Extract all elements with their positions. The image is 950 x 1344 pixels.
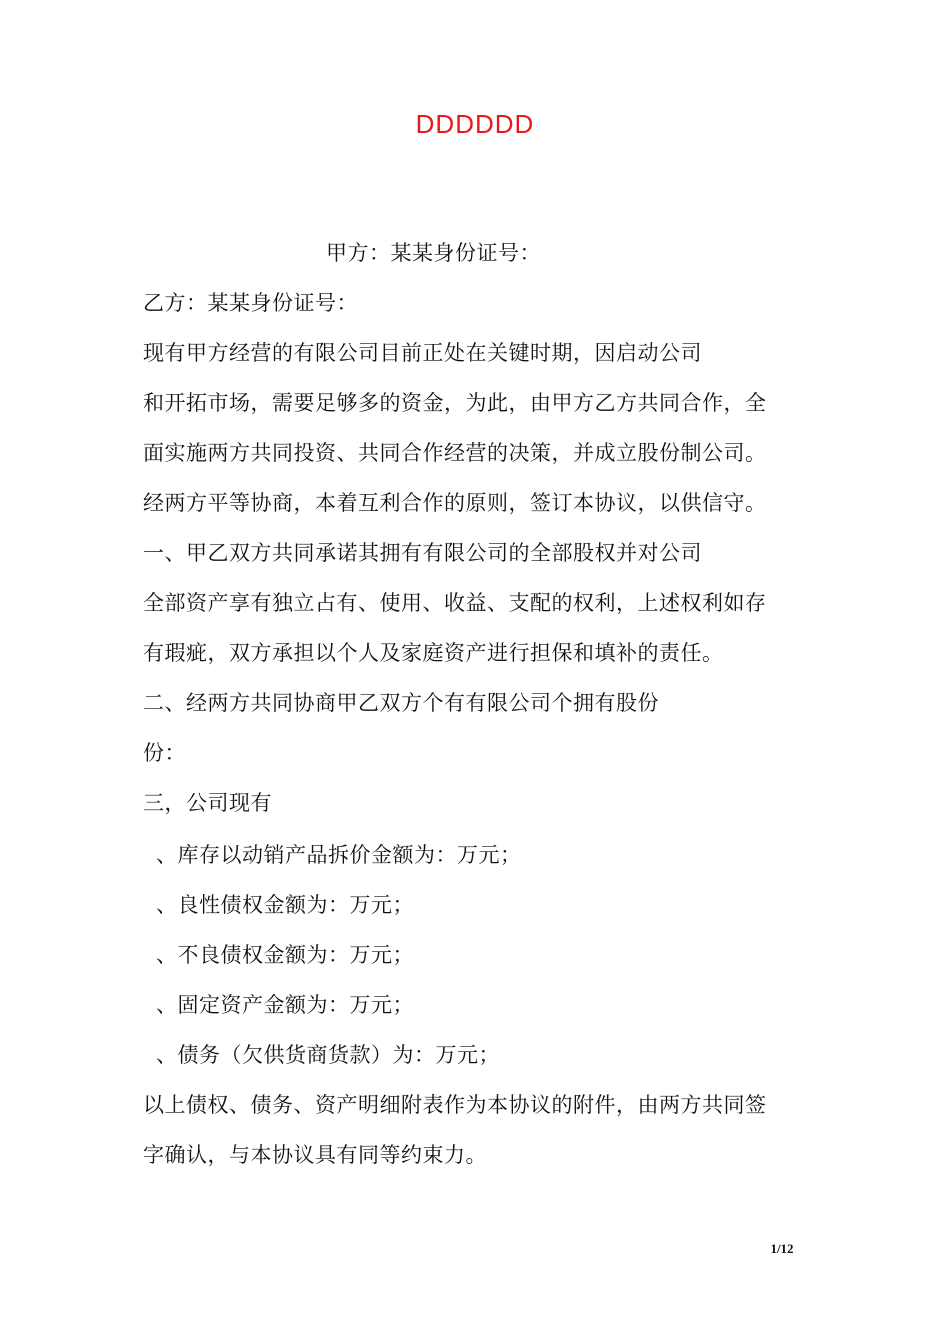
body-line: 份：: [143, 741, 186, 765]
asset-item: 、固定资产金额为：万元；: [156, 993, 414, 1017]
clause-three-line: 三，公司现有: [143, 791, 272, 815]
clause-two-line: 二、经两方共同协商甲乙双方个有有限公司个拥有股份: [143, 691, 659, 715]
clause-one-line: 一、甲乙双方共同承诺其拥有有限公司的全部股权并对公司: [143, 541, 702, 565]
body-line: 和开拓市场，需要足够多的资金，为此，由甲方乙方共同合作，全: [143, 391, 767, 415]
asset-item: 、不良债权金额为：万元；: [156, 943, 414, 967]
party-b-line: 乙方：某某身份证号：: [143, 291, 358, 315]
asset-item: 、债务（欠供货商货款）为：万元；: [156, 1043, 500, 1067]
closing-line: 以上债权、债务、资产明细附表作为本协议的附件，由两方共同签: [143, 1093, 767, 1117]
party-a-line: 甲方：某某身份证号：: [326, 241, 541, 265]
body-line: 经两方平等协商，本着互利合作的原则，签订本协议，以供信守。: [143, 491, 767, 515]
asset-item: 、库存以动销产品拆价金额为：万元；: [156, 843, 522, 867]
body-line: 全部资产享有独立占有、使用、收益、支配的权利，上述权利如存: [143, 591, 767, 615]
body-line: 有瑕疵，双方承担以个人及家庭资产进行担保和填补的责任。: [143, 641, 724, 665]
document-title: DDDDDD: [415, 109, 535, 139]
asset-item: 、良性债权金额为：万元；: [156, 893, 414, 917]
closing-line: 字确认，与本协议具有同等约束力。: [143, 1143, 487, 1167]
body-line: 现有甲方经营的有限公司目前正处在关键时期，因启动公司: [143, 341, 702, 365]
body-line: 面实施两方共同投资、共同合作经营的决策，并成立股份制公司。: [143, 441, 767, 465]
page-number: 1/12: [770, 1241, 794, 1256]
